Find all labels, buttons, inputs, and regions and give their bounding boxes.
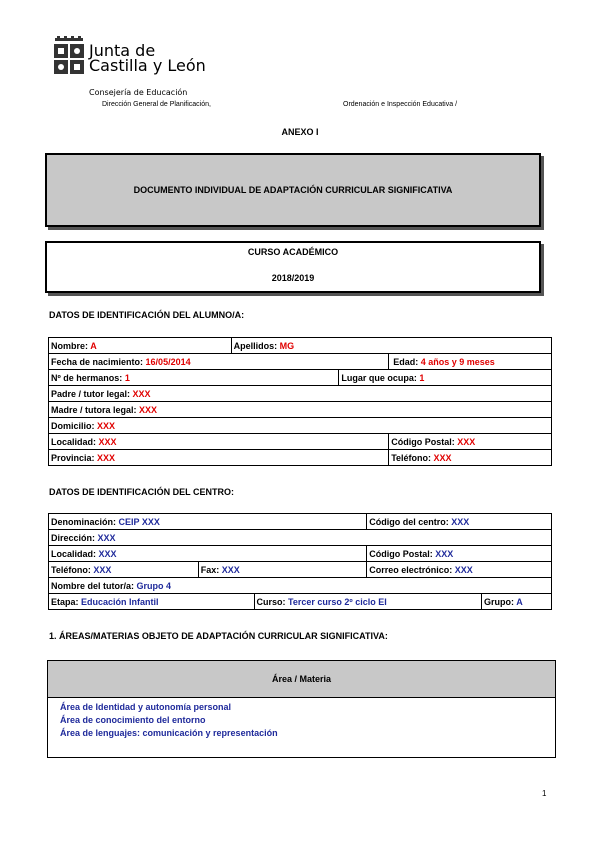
- curso-value: Tercer curso 2º ciclo EI: [288, 596, 387, 607]
- logo-subtitle: Consejería de Educación: [89, 88, 188, 97]
- etapa-value: Educación Infantil: [81, 596, 159, 607]
- field-label: Código Postal:: [369, 548, 433, 559]
- page-number: 1: [542, 789, 547, 798]
- table-row: [49, 562, 552, 578]
- curso-value: 2018/2019: [271, 273, 315, 283]
- field-label: Teléfono:: [391, 452, 432, 463]
- field-label: Correo electrónico:: [369, 564, 453, 575]
- centro-telefono-cell: [49, 562, 199, 578]
- centro-localidad-cell: [49, 546, 367, 562]
- nombre-cell: [49, 338, 232, 354]
- field-label: Padre / tutor legal:: [51, 388, 131, 399]
- areas-list: [60, 701, 278, 740]
- areas-header-label: Área / Materia: [271, 674, 332, 684]
- table-row: [49, 530, 552, 546]
- table-row: [49, 386, 552, 402]
- apellidos-value: MG: [279, 340, 295, 351]
- field-label: Localidad:: [51, 436, 97, 447]
- field-label: Nombre:: [51, 340, 89, 351]
- telefono-cell: [389, 450, 552, 466]
- field-label: Fax:: [200, 564, 220, 575]
- tutor-value: Grupo 4: [136, 580, 172, 591]
- table-row: [49, 434, 552, 450]
- centro-section-title: DATOS DE IDENTIFICACIÓN DEL CENTRO:: [49, 487, 235, 497]
- table-row: [49, 578, 552, 594]
- field-label: Curso:: [256, 596, 286, 607]
- grupo-cell: [482, 594, 552, 610]
- edad-value: 4 años y 9 meses: [420, 356, 495, 367]
- madre-value: XXX: [139, 404, 158, 415]
- table-row: [49, 450, 552, 466]
- nombre-value: A: [90, 340, 97, 351]
- grupo-value: A: [516, 596, 523, 607]
- fecha-cell: [49, 354, 389, 370]
- table-row: [49, 418, 552, 434]
- logo-line-1: Junta de: [89, 41, 156, 60]
- field-label: Grupo:: [484, 596, 515, 607]
- curso-cell: [254, 594, 482, 610]
- field-label: Código Postal:: [391, 436, 455, 447]
- field-label: Apellidos:: [233, 340, 278, 351]
- field-label: Nombre del tutor/a:: [51, 580, 135, 591]
- correo-value: XXX: [454, 564, 473, 575]
- areas-box: [47, 660, 556, 758]
- field-label: Fecha de nacimiento:: [51, 356, 144, 367]
- direccion-cell: [49, 530, 552, 546]
- logo-wordmark: [89, 43, 206, 73]
- fax-value: XXX: [221, 564, 240, 575]
- centro-localidad-value: XXX: [98, 548, 117, 559]
- tutor-cell: [49, 578, 552, 594]
- codigo-cell: [367, 514, 552, 530]
- denominacion-value: CEIP XXX: [118, 516, 160, 527]
- table-row: [49, 370, 552, 386]
- table-row: [49, 514, 552, 530]
- field-label: Domicilio:: [51, 420, 95, 431]
- anexo-title: ANEXO I: [281, 127, 319, 137]
- field-label: Localidad:: [51, 548, 97, 559]
- direccion-general-left: Dirección General de Planificación,: [102, 101, 211, 108]
- field-label: Etapa:: [51, 596, 79, 607]
- lugar-value: 1: [419, 372, 425, 383]
- list-item: Área de Identidad y autonomía personal: [60, 702, 232, 712]
- cp-value: XXX: [457, 436, 476, 447]
- localidad-cell: [49, 434, 389, 450]
- table-row: [49, 594, 552, 610]
- lugar-cell: [339, 370, 552, 386]
- field-label: Provincia:: [51, 452, 95, 463]
- fax-cell: [198, 562, 367, 578]
- centro-cp-cell: [367, 546, 552, 562]
- document-title-box: [45, 153, 541, 227]
- localidad-value: XXX: [98, 436, 117, 447]
- table-row: [49, 338, 552, 354]
- centro-table: [48, 513, 552, 610]
- table-row: [49, 354, 552, 370]
- apellidos-cell: [231, 338, 551, 354]
- domicilio-cell: [49, 418, 552, 434]
- denominacion-cell: [49, 514, 367, 530]
- curso-academico-box: [45, 241, 541, 293]
- field-label: Lugar que ocupa:: [341, 372, 417, 383]
- alumno-section-title: DATOS DE IDENTIFICACIÓN DEL ALUMNO/A:: [49, 310, 245, 320]
- cp-cell: [389, 434, 552, 450]
- domicilio-value: XXX: [97, 420, 116, 431]
- hermanos-cell: [49, 370, 339, 386]
- etapa-cell: [49, 594, 255, 610]
- curso-label: CURSO ACADÉMICO: [247, 247, 339, 257]
- direccion-value: XXX: [97, 532, 116, 543]
- hermanos-value: 1: [124, 372, 130, 383]
- alumno-table: [48, 337, 552, 466]
- provincia-value: XXX: [97, 452, 116, 463]
- field-label: Código del centro:: [369, 516, 449, 527]
- padre-cell: [49, 386, 552, 402]
- field-label: Madre / tutora legal:: [51, 404, 137, 415]
- coat-of-arms-logo: [52, 36, 86, 88]
- table-row: [49, 546, 552, 562]
- areas-section-title: 1. ÁREAS/MATERIAS OBJETO DE ADAPTACIÓN CURRICULAR SIGNIFICATIVA:: [49, 631, 388, 641]
- telefono-value: XXX: [433, 452, 452, 463]
- field-label: Denominación:: [51, 516, 117, 527]
- field-label: Dirección:: [51, 532, 96, 543]
- field-label: Edad:: [393, 356, 419, 367]
- list-item: Área de conocimiento del entorno: [60, 715, 206, 725]
- edad-cell: [389, 354, 552, 370]
- list-item: Área de lenguajes: comunicación y representación: [60, 728, 278, 738]
- table-row: [49, 402, 552, 418]
- codigo-value: XXX: [451, 516, 470, 527]
- areas-header: [48, 661, 555, 698]
- centro-telefono-value: XXX: [93, 564, 112, 575]
- fecha-value: 16/05/2014: [145, 356, 191, 367]
- field-label: Teléfono:: [51, 564, 91, 575]
- logo-line-2: Castilla y León: [89, 56, 206, 75]
- document-title: DOCUMENTO INDIVIDUAL DE ADAPTACIÓN CURRICULAR SIGNIFICATIVA: [133, 185, 453, 195]
- provincia-cell: [49, 450, 389, 466]
- field-label: Nº de hermanos:: [51, 372, 123, 383]
- direccion-general-right: Ordenación e Inspección Educativa /: [343, 101, 458, 108]
- centro-cp-value: XXX: [435, 548, 454, 559]
- correo-cell: [367, 562, 552, 578]
- madre-cell: [49, 402, 552, 418]
- padre-value: XXX: [132, 388, 151, 399]
